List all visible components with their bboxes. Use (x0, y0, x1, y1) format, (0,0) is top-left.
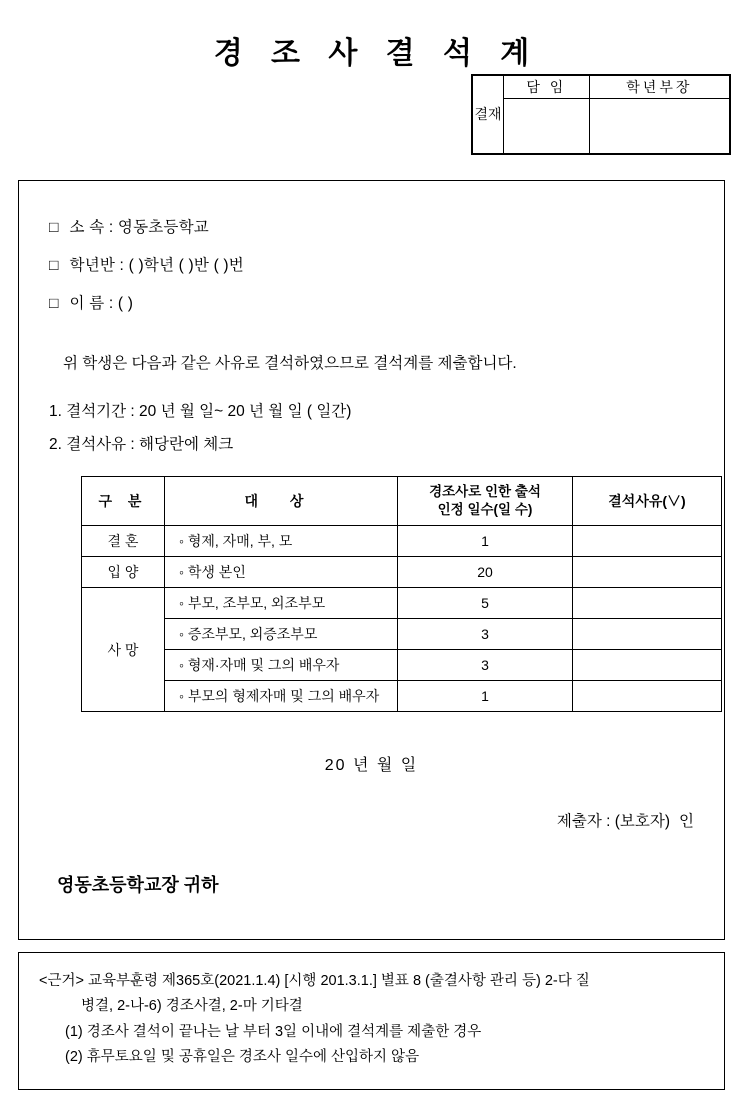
cell-target-marriage: ◦ 형제, 자매, 부, 모 (165, 526, 398, 557)
note-line-4: (2) 휴무토요일 및 공휴일은 경조사 일수에 산입하지 않음 (65, 1049, 420, 1066)
submitter-label: 제출자 : (보호자) (556, 813, 670, 830)
cell-days-death-2: 3 (398, 619, 573, 650)
main-form-box (18, 180, 725, 940)
cell-target-adoption: ◦ 학생 본인 (165, 557, 398, 588)
cell-gubun-death: 사 망 (82, 588, 165, 712)
header-check: 결석사유(∨) (573, 477, 722, 526)
approval-header-homeroom: 담 임 (504, 76, 590, 99)
field-affiliation (49, 215, 694, 237)
note-line-1: <근거> 교육부훈령 제365호(2021.1.4) [시행 201.3.1.] 별표 8 (출결사항 관리 등) 2-다 질 (39, 973, 590, 989)
table-row (82, 681, 722, 712)
approval-label (473, 76, 504, 154)
checkbox-icon[interactable]: □ (49, 219, 59, 236)
table-row (82, 619, 722, 650)
field-name-label: 이 름 : (69, 295, 114, 312)
table-row (82, 650, 722, 681)
header-days (398, 477, 573, 526)
cell-target-death-2: ◦ 증조부모, 외증조부모 (165, 619, 398, 650)
cell-check-death-4[interactable] (573, 681, 722, 712)
table-row (82, 588, 722, 619)
cell-check-marriage[interactable] (573, 526, 722, 557)
table-row (82, 557, 722, 588)
field-affiliation-value[interactable]: 영동초등학교 (117, 219, 209, 236)
note-line-2: 병결, 2-나-6) 경조사결, 2-마 기타결 (81, 998, 303, 1015)
checkbox-icon[interactable]: □ (49, 257, 59, 274)
field-class-value[interactable]: ( )학년 ( )반 ( )번 (128, 257, 244, 274)
approval-stamp-box (471, 74, 731, 155)
header-days-line2: 인정 일수(일 수) (437, 502, 533, 517)
approval-header-grade-head: 학년부장 (589, 76, 729, 99)
cell-target-death-1: ◦ 부모, 조부모, 외조부모 (165, 588, 398, 619)
addressee-line: 영동초등학교장 귀하 (57, 875, 219, 895)
checkbox-icon[interactable]: □ (49, 295, 59, 312)
cell-gubun-adoption: 입 양 (82, 557, 165, 588)
reason-table-wrapper (81, 476, 701, 712)
note-line-3: (1) 경조사 결석이 끝나는 날 부터 3일 이내에 결석계를 제출한 경우 (65, 1023, 482, 1040)
cell-days-marriage: 1 (398, 526, 573, 557)
field-name-value[interactable]: ( ) (117, 295, 134, 312)
header-target: 대 상 (165, 477, 398, 526)
cell-check-death-1[interactable] (573, 588, 722, 619)
cell-check-death-3[interactable] (573, 650, 722, 681)
cell-check-adoption[interactable] (573, 557, 722, 588)
page-title: 경 조 사 결 석 계 (213, 37, 540, 70)
cell-target-death-4: ◦ 부모의 형제자매 및 그의 배우자 (165, 681, 398, 712)
approval-signature-homeroom[interactable] (504, 99, 590, 154)
approval-signature-grade-head[interactable] (589, 99, 729, 154)
cell-days-death-1: 5 (398, 588, 573, 619)
legal-basis-note-box (18, 952, 725, 1090)
item-absence-period: 1. 결석기간 : 20 년 월 일~ 20 년 월 일 ( 일간) (49, 403, 352, 420)
field-class (49, 253, 694, 275)
cell-check-death-2[interactable] (573, 619, 722, 650)
cell-days-adoption: 20 (398, 557, 573, 588)
item-absence-reason: 2. 결석사유 : 해당란에 체크 (49, 436, 234, 453)
field-affiliation-label: 소 속 : (69, 219, 114, 236)
header-gubun: 구 분 (82, 477, 165, 526)
seal-mark: 인 (679, 813, 694, 830)
statement-text: 위 학생은 다음과 같은 사유로 결석하였으므로 결석계를 제출합니다. (63, 355, 517, 372)
cell-gubun-marriage: 결 혼 (82, 526, 165, 557)
field-name (49, 291, 694, 313)
reason-table (81, 476, 722, 712)
cell-target-death-3: ◦ 형재·자매 및 그의 배우자 (165, 650, 398, 681)
cell-days-death-4: 1 (398, 681, 573, 712)
submitter-line (49, 809, 694, 831)
approval-label-text: 결재 (474, 106, 502, 123)
cell-days-death-3: 3 (398, 650, 573, 681)
field-class-label: 학년반 : (69, 257, 125, 274)
header-days-line1: 경조사로 인한 출석 (429, 483, 541, 499)
table-row (82, 526, 722, 557)
table-header-row (82, 477, 722, 526)
submission-date-line[interactable]: 20 년 월 일 (324, 757, 419, 774)
